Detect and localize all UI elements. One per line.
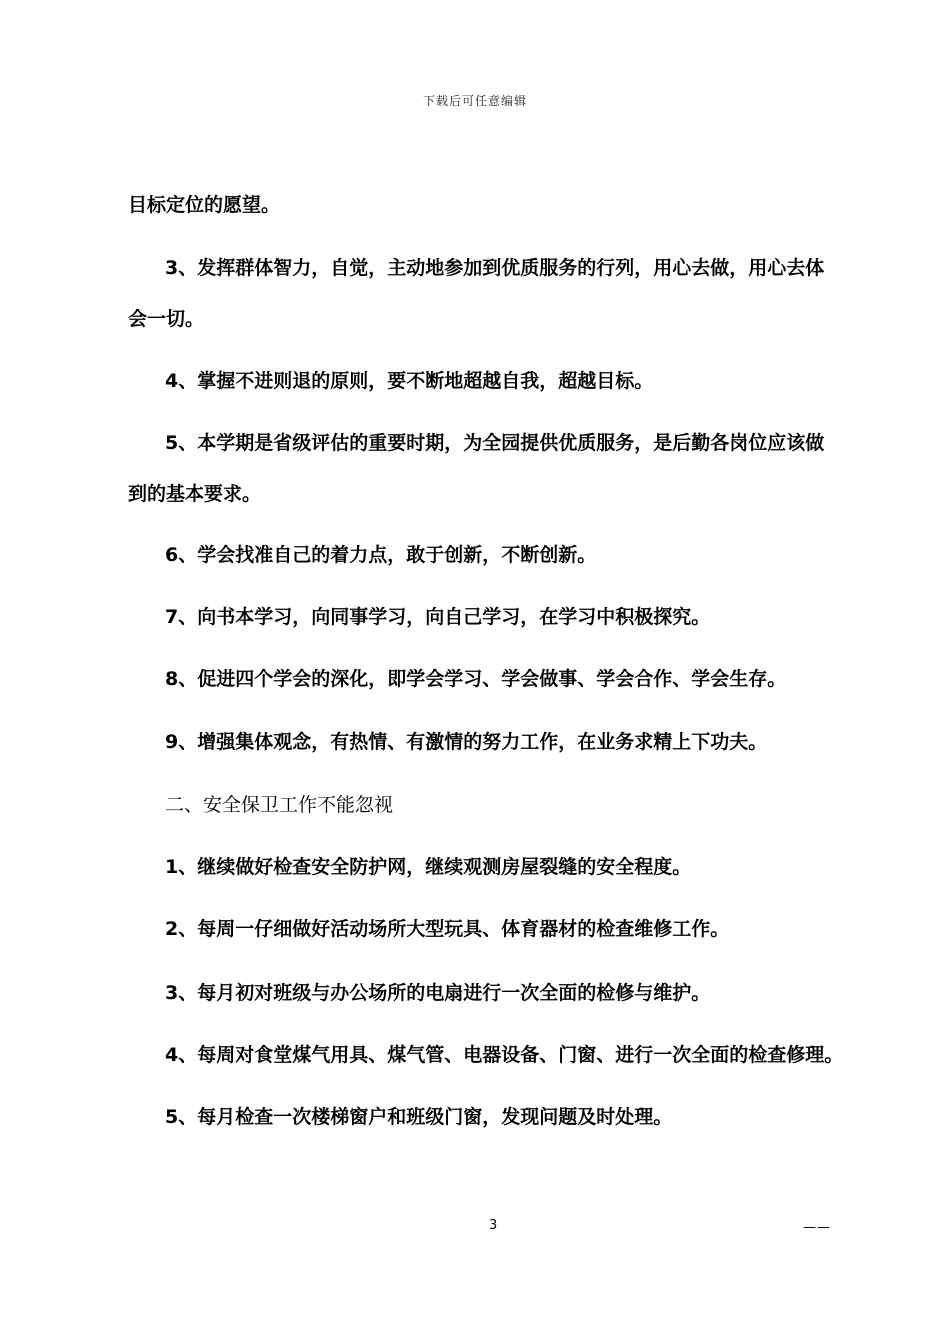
paragraph-line: 7、向书本学习，向同事学习，向自己学习，在学习中积极探究。 (165, 606, 711, 628)
footer-dash: —— (803, 1220, 831, 1235)
paragraph-line: 1、继续做好检查安全防护网，继续观测房屋裂缝的安全程度。 (165, 856, 692, 878)
paragraph-line: 4、掌握不进则退的原则，要不断地超越自我，超越目标。 (165, 370, 654, 392)
page-number: 3 (489, 1218, 498, 1233)
paragraph-line: 5、每月检查一次楼梯窗户和班级门窗，发现问题及时处理。 (165, 1106, 673, 1128)
page-header: 下载后可任意编辑 (422, 94, 527, 108)
paragraph-line: 3、发挥群体智力，自觉，主动地参加到优质服务的行列，用心去做，用心去体 (165, 257, 825, 279)
paragraph-line: 9、增强集体观念，有热情、有激情的努力工作，在业务求精上下功夫。 (165, 731, 768, 753)
paragraph-line: 会一切。 (128, 308, 205, 330)
paragraph-line: 5、本学期是省级评估的重要时期，为全园提供优质服务，是后勤各岗位应该做 (165, 432, 825, 454)
section-heading: 二、安全保卫工作不能忽视 (165, 794, 394, 816)
paragraph-line: 6、学会找准自己的着力点，敢于创新，不断创新。 (165, 544, 597, 566)
paragraph-line: 4、每周对食堂煤气用具、煤气管、电器设备、门窗、进行一次全面的检查修理。 (165, 1044, 844, 1066)
paragraph-line: 3、每月初对班级与办公场所的电扇进行一次全面的检修与维护。 (165, 982, 711, 1004)
paragraph-line: 目标定位的愿望。 (128, 194, 281, 216)
paragraph-line: 到的基本要求。 (128, 483, 262, 505)
paragraph-line: 2、每周一仔细做好活动场所大型玩具、体育器材的检查维修工作。 (165, 918, 730, 940)
paragraph-line: 8、促进四个学会的深化，即学会学习、学会做事、学会合作、学会生存。 (165, 668, 787, 690)
